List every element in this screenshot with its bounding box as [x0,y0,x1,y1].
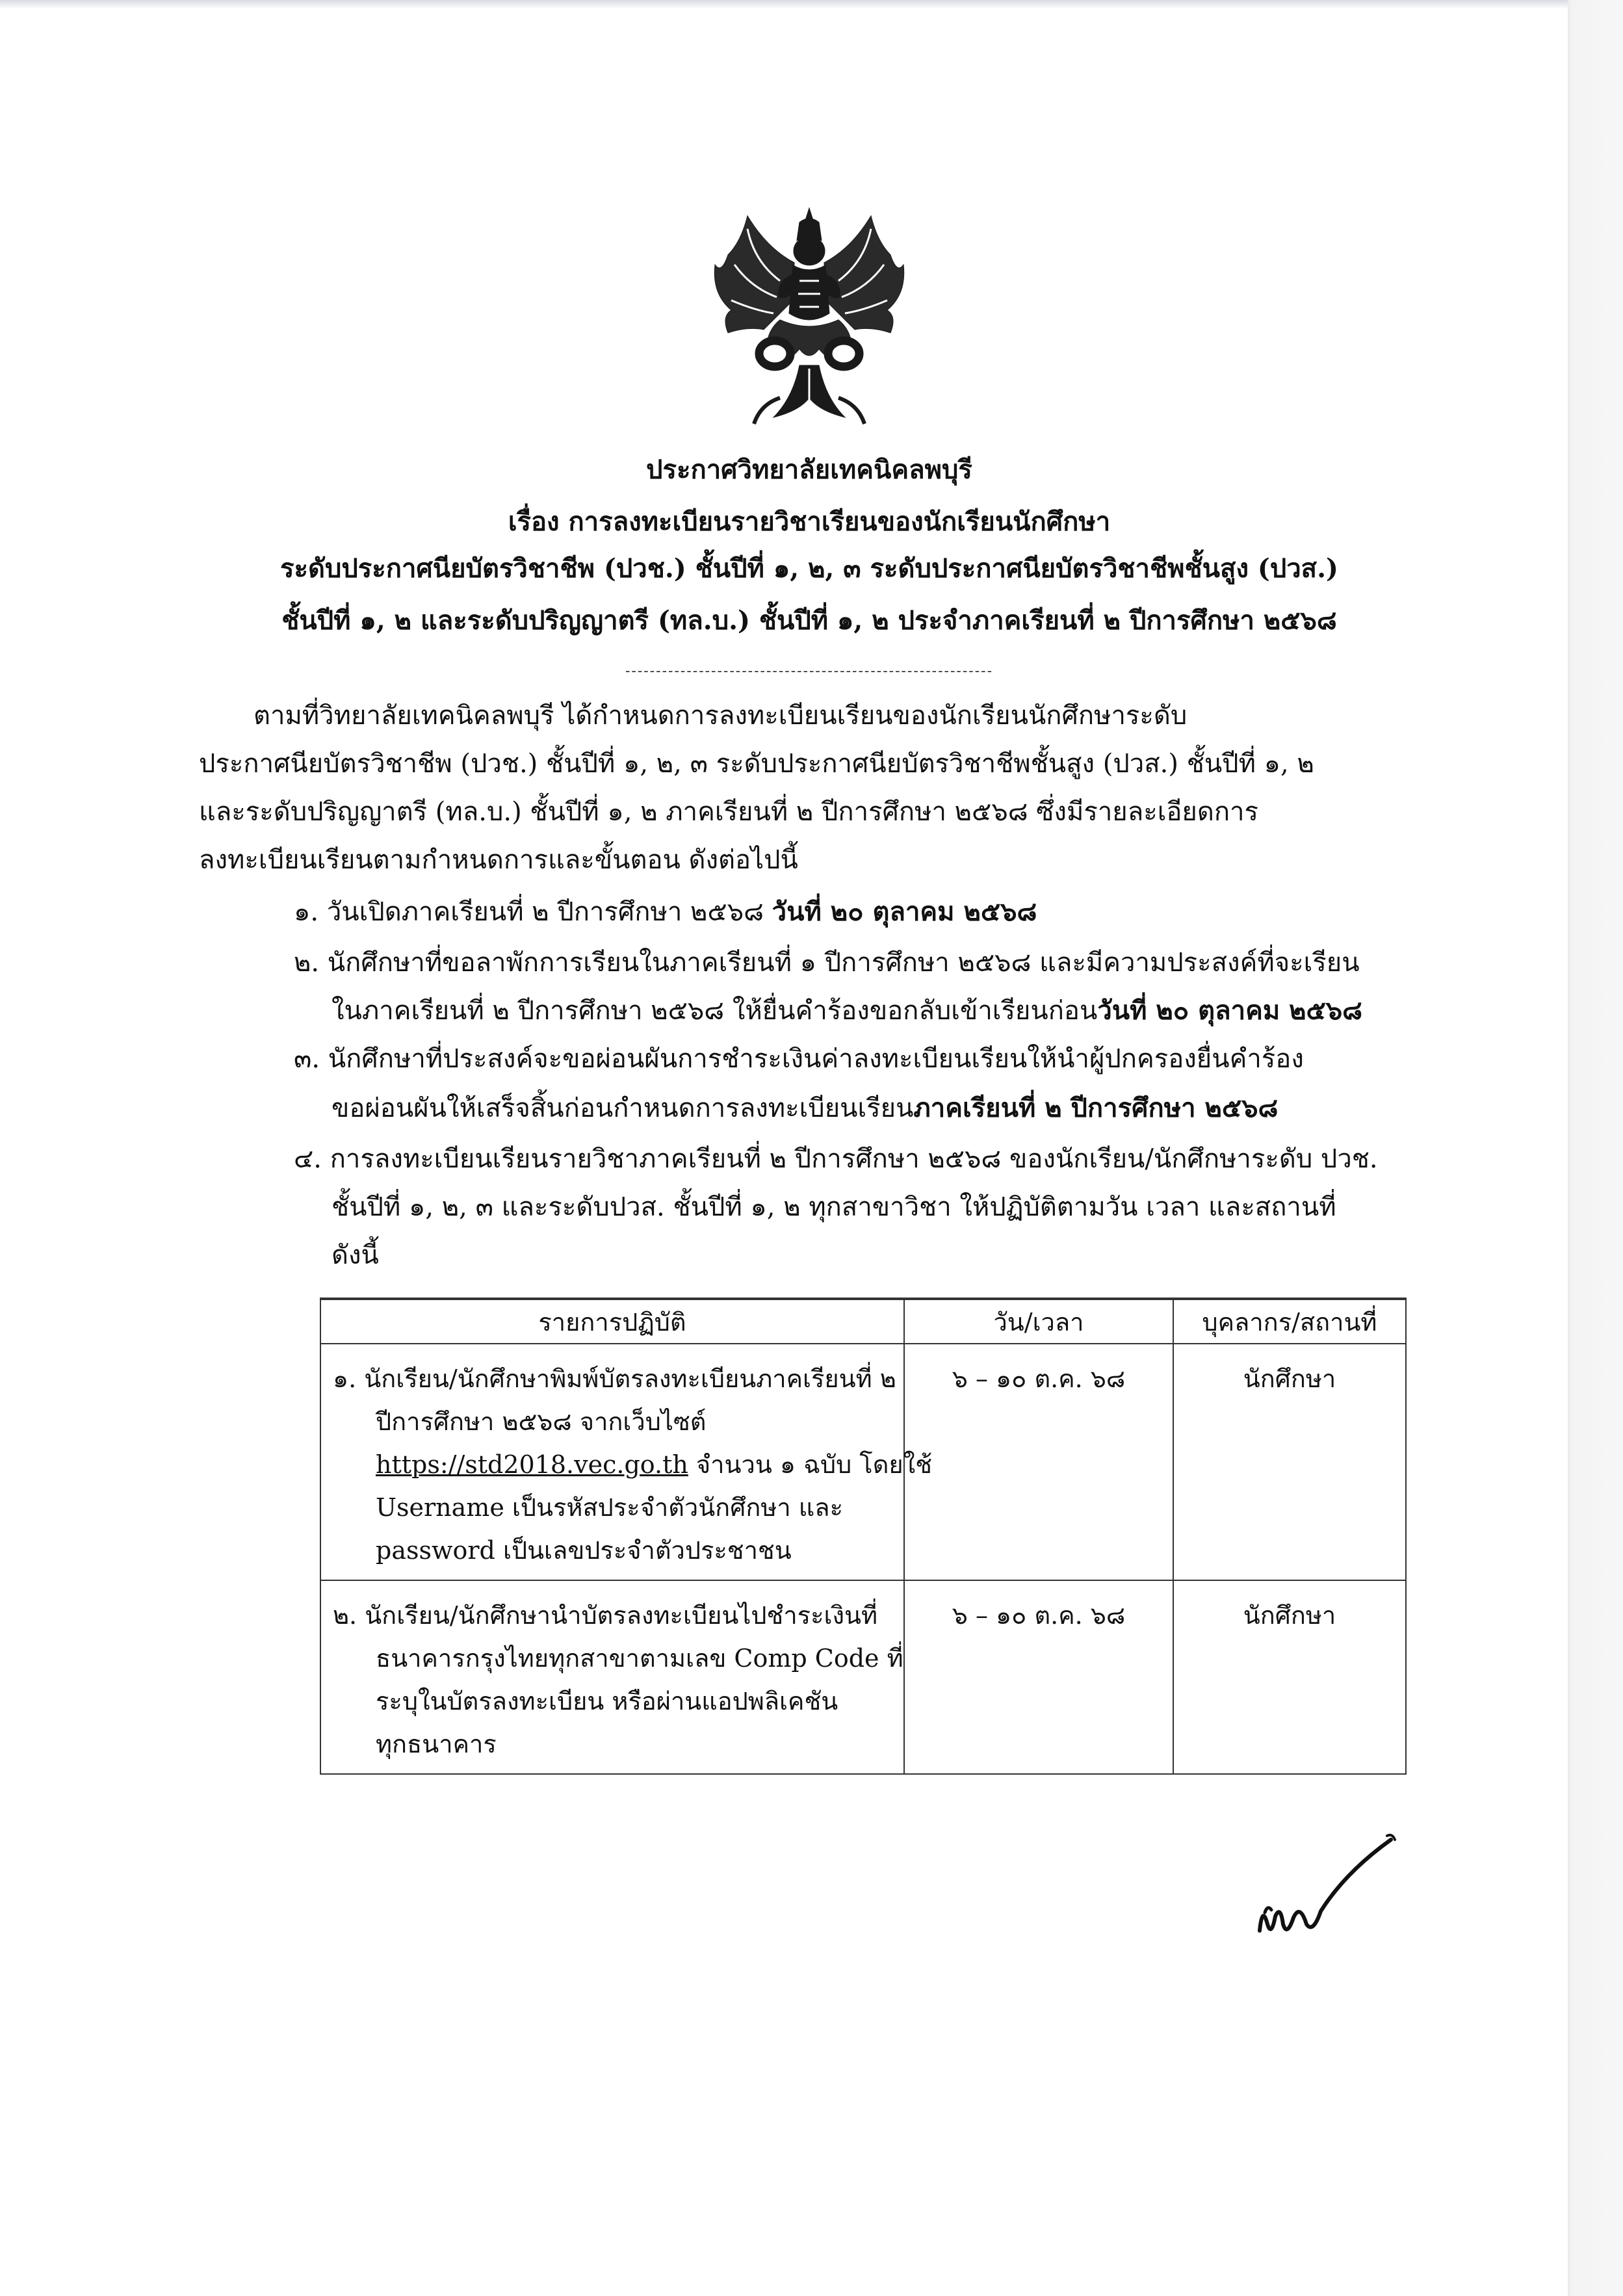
row-2-line-3: ระบุในบัตรลงทะเบียน หรือผ่านแอปพลิเคชัน [376,1687,838,1715]
row-1-line-3 [333,1443,932,1486]
header-date-time: วัน/เวลา [904,1299,1173,1344]
item-3-text: ขอผ่อนผันให้เสร็จสิ้นก่อนกำหนดการลงทะเบียนเรียน [331,1093,914,1123]
table-header-row [320,1299,1406,1344]
intro-line-1: ตามที่วิทยาลัยเทคนิคลพบุรี ได้กำหนดการลงทะเบียนเรียนของนักเรียนนักศึกษาระดับ [253,701,1188,731]
website-link[interactable]: https://std2018.vec.go.th [376,1450,688,1479]
item-3-line-2 [331,1087,1278,1128]
scan-top-edge [0,0,1623,9]
row-2-line-2: ธนาคารกรุงไทยทุกสาขาตามเลข Comp Code ที่ [376,1644,903,1673]
signature-icon [1248,1827,1404,1944]
announcement-scope-line-2: ชั้นปีที่ ๑, ๒ และระดับปริญญาตรี (ทล.บ.) ชั้นปีที่ ๑, ๒ ประจำภาคเรียนที่ ๒ ปีการศึกษา ๒๕๖๘ [281,605,1337,636]
row-2-date: ๖ – ๑๐ ต.ค. ๖๘ [904,1580,1173,1774]
intro-line-2: ประกาศนียบัตรวิชาชีพ (ปวช.) ชั้นปีที่ ๑, ๒, ๓ ระดับประกาศนียบัตรวิชาชีพชั้นสูง (ปวส.) ชั้นปีที่ ๑, ๒ [199,749,1314,779]
row-2-activity [320,1580,904,1774]
row-1-line-1: ๑. นักเรียน/นักศึกษาพิมพ์บัตรลงทะเบียนภาคเรียนที่ ๒ [333,1364,896,1393]
item-4-line-1: ๔. การลงทะเบียนเรียนรายวิชาภาคเรียนที่ ๒ ปีการศึกษา ๒๕๖๘ ของนักเรียน/นักศึกษาระดับ ปวช. [294,1144,1378,1174]
header-divider: ------------------------------------------------------------ [625,663,993,679]
item-2-line-2 [331,989,1362,1031]
item-3-line-1: ๓. นักศึกษาที่ประสงค์จะขอผ่อนผันการชำระเงินค่าลงทะเบียนเรียนให้นำผู้ปกครองยื่นคำร้อง [294,1044,1304,1074]
header-person-place: บุคลากร/สถานที่ [1173,1299,1406,1344]
item-4-line-2: ชั้นปีที่ ๑, ๒, ๓ และระดับปวส. ชั้นปีที่ ๑, ๒ ทุกสาขาวิชา ให้ปฏิบัติตามวัน เวลา และสถานที่ [331,1192,1336,1222]
item-4-line-3: ดังนี้ [331,1240,379,1270]
intro-line-3: และระดับปริญญาตรี (ทล.บ.) ชั้นปีที่ ๑, ๒ ภาคเรียนที่ ๒ ปีการศึกษา ๒๕๖๘ ซึ่งมีรายละเอียดการ [199,797,1258,827]
row-1-line-5: password เป็นเลขประจำตัวประชาชน [376,1536,792,1565]
table-row [320,1580,1406,1774]
item-3-term: ภาคเรียนที่ ๒ ปีการศึกษา ๒๕๖๘ [913,1093,1279,1123]
item-1 [294,891,1037,932]
garuda-emblem-icon [702,203,916,430]
announcement-subject: เรื่อง การลงทะเบียนรายวิชาเรียนของนักเรียนนักศึกษา [508,506,1111,537]
scan-right-edge [1568,0,1623,2296]
row-1-person: นักศึกษา [1173,1344,1406,1580]
item-2-text: ในภาคเรียนที่ ๒ ปีการศึกษา ๒๕๖๘ ให้ยื่นคำร้องขอกลับเข้าเรียนก่อน [331,996,1098,1026]
row-1-line-3-text: จำนวน ๑ ฉบับ โดยใช้ [695,1450,932,1479]
item-2-date: วันที่ ๒๐ ตุลาคม ๒๕๖๘ [1097,995,1363,1026]
row-2-person: นักศึกษา [1173,1580,1406,1774]
schedule-table [320,1298,1407,1775]
announcement-scope-line-1: ระดับประกาศนียบัตรวิชาชีพ (ปวช.) ชั้นปีที่ ๑, ๒, ๓ ระดับประกาศนียบัตรวิชาชีพชั้นสูง (ปวส.) [280,553,1338,584]
row-1-line-2: ปีการศึกษา ๒๕๖๘ จากเว็บไซต์ [376,1407,707,1436]
table-row [320,1344,1406,1580]
row-2-line-1: ๒. นักเรียน/นักศึกษานำบัตรลงทะเบียนไปชำระเงินที่ [333,1601,878,1630]
announcement-title: ประกาศวิทยาลัยเทคนิคลพบุรี [646,454,972,485]
header-activity: รายการปฏิบัติ [320,1299,904,1344]
row-1-date: ๖ – ๑๐ ต.ค. ๖๘ [904,1344,1173,1580]
row-1-activity [320,1344,932,1580]
item-1-date: วันที่ ๒๐ ตุลาคม ๒๕๖๘ [772,896,1037,927]
row-2-line-4: ทุกธนาคาร [376,1730,497,1758]
item-1-text: ๑. วันเปิดภาคเรียนที่ ๒ ปีการศึกษา ๒๕๖๘ [294,897,772,927]
intro-line-4: ลงทะเบียนเรียนตามกำหนดการและขั้นตอน ดังต่อไปนี้ [199,845,798,875]
row-1-line-4: Username เป็นรหัสประจำตัวนักศึกษา และ [376,1493,843,1522]
item-2-line-1: ๒. นักศึกษาที่ขอลาพักการเรียนในภาคเรียนที่ ๑ ปีการศึกษา ๒๕๖๘ และมีความประสงค์ที่จะเรียน [294,948,1360,978]
